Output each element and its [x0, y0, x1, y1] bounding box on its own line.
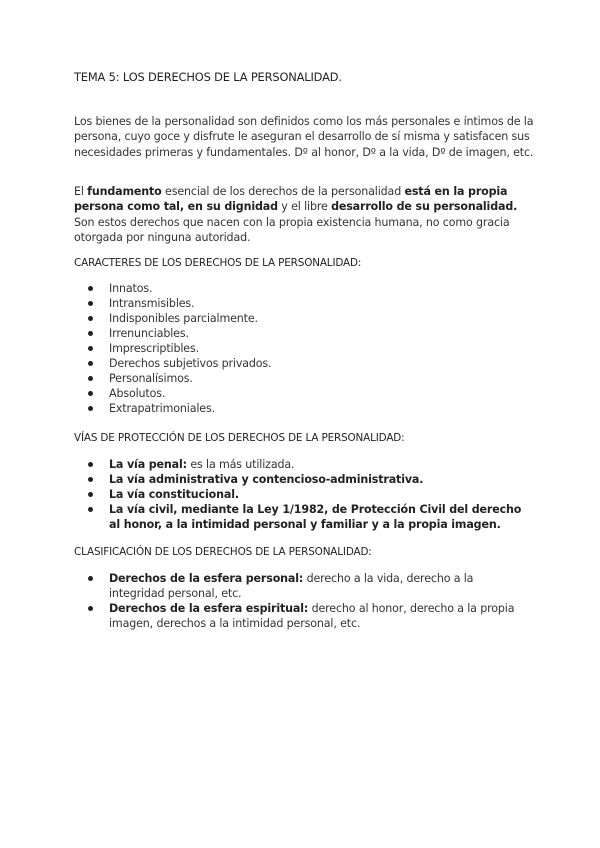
intro-paragraph: Los bienes de la personalidad son definidos como los más personales e íntimos de la persona, cuyo goce y disfrute le aseguran el desarrollo de sí misma y satisfacen sus necesidades primeras y fundamentales. Dº al honor, Dº a la vida, Dº de imagen, etc. [74, 115, 534, 159]
caracter-text: Personalísimos. [109, 372, 193, 385]
bullet-icon [88, 301, 93, 306]
caracter-text: Extrapatrimoniales. [109, 402, 215, 415]
list-item [88, 281, 528, 296]
clasificacion-bold: Derechos de la esfera personal: [109, 572, 304, 585]
bullet-icon [88, 507, 93, 512]
bullet-icon [88, 576, 93, 581]
bullet-icon [88, 316, 93, 321]
vias-heading: VÍAS DE PROTECCIÓN DE LOS DERECHOS DE LA PERSONALIDAD: [74, 432, 405, 444]
via-bold: La vía penal: [109, 458, 187, 471]
list-item [88, 457, 528, 472]
clasificacion-list [88, 571, 528, 631]
clasificacion-text: derecho al honor, derecho a la propia imagen, derechos a la intimidad personal, etc. [109, 602, 515, 630]
clasificacion-bold: Derechos de la esfera espiritual: [109, 602, 309, 615]
via-bold: La vía administrativa y contencioso-administrativa. [109, 473, 424, 486]
clasificacion-heading: CLASIFICACIÓN DE LOS DERECHOS DE LA PERSONALIDAD: [74, 546, 372, 558]
caracter-text: Imprescriptibles. [109, 342, 199, 355]
via-bold: La vía civil, mediante la Ley 1/1982, de Protección Civil del derecho al honor, a la intimidad personal y familiar y a la propia imagen. [109, 503, 522, 531]
fundamento-paragraph [74, 184, 534, 245]
bullet-icon [88, 406, 93, 411]
bullet-icon [88, 376, 93, 381]
bullet-icon [88, 462, 93, 467]
bullet-icon [88, 477, 93, 482]
list-item [88, 386, 528, 401]
caracter-text: Indisponibles parcialmente. [109, 312, 258, 325]
caracteres-list [88, 281, 528, 416]
list-item [88, 472, 528, 487]
list-item [88, 401, 528, 416]
fundamento-text-2: esencial de los derechos de la personalidad [161, 185, 405, 198]
fundamento-text-1: El [74, 185, 88, 198]
list-item [88, 502, 528, 532]
fundamento-text-3: y el libre [277, 200, 332, 214]
caracter-text: Derechos subjetivos privados. [109, 357, 272, 370]
document-title: TEMA 5: LOS DERECHOS DE LA PERSONALIDAD. [74, 70, 342, 84]
bullet-icon [88, 492, 93, 497]
via-bold: La vía constitucional. [109, 488, 239, 501]
fundamento-bold-1: fundamento [87, 185, 162, 198]
caracter-text: Innatos. [109, 282, 153, 295]
caracteres-heading: CARACTERES DE LOS DERECHOS DE LA PERSONALIDAD: [74, 257, 362, 269]
bullet-icon [88, 361, 93, 366]
list-item [88, 571, 528, 601]
caracter-text: Irrenunciables. [109, 327, 189, 340]
bullet-icon [88, 331, 93, 336]
clasificacion-text: derecho a la vida, derecho a la integridad personal, etc. [109, 572, 474, 600]
list-item [88, 371, 528, 386]
list-item [88, 601, 528, 631]
list-item [88, 356, 528, 371]
vias-list [88, 457, 528, 532]
list-item [88, 296, 528, 311]
fundamento-bold-3: desarrollo de su personalidad. [331, 200, 518, 214]
list-item [88, 487, 528, 502]
caracter-text: Intransmisibles. [109, 297, 195, 310]
list-item [88, 326, 528, 341]
bullet-icon [88, 286, 93, 291]
caracter-text: Absolutos. [109, 387, 166, 400]
bullet-icon [88, 606, 93, 611]
fundamento-bold-2: está en la propia persona como tal, en su dignidad [74, 185, 508, 214]
fundamento-text-4: Son estos derechos que nacen con la propia existencia humana, no como gracia otorgada por ninguna autoridad. [74, 215, 510, 244]
via-text: es la más utilizada. [186, 458, 295, 471]
list-item [88, 311, 528, 326]
bullet-icon [88, 346, 93, 351]
list-item [88, 341, 528, 356]
bullet-icon [88, 391, 93, 396]
